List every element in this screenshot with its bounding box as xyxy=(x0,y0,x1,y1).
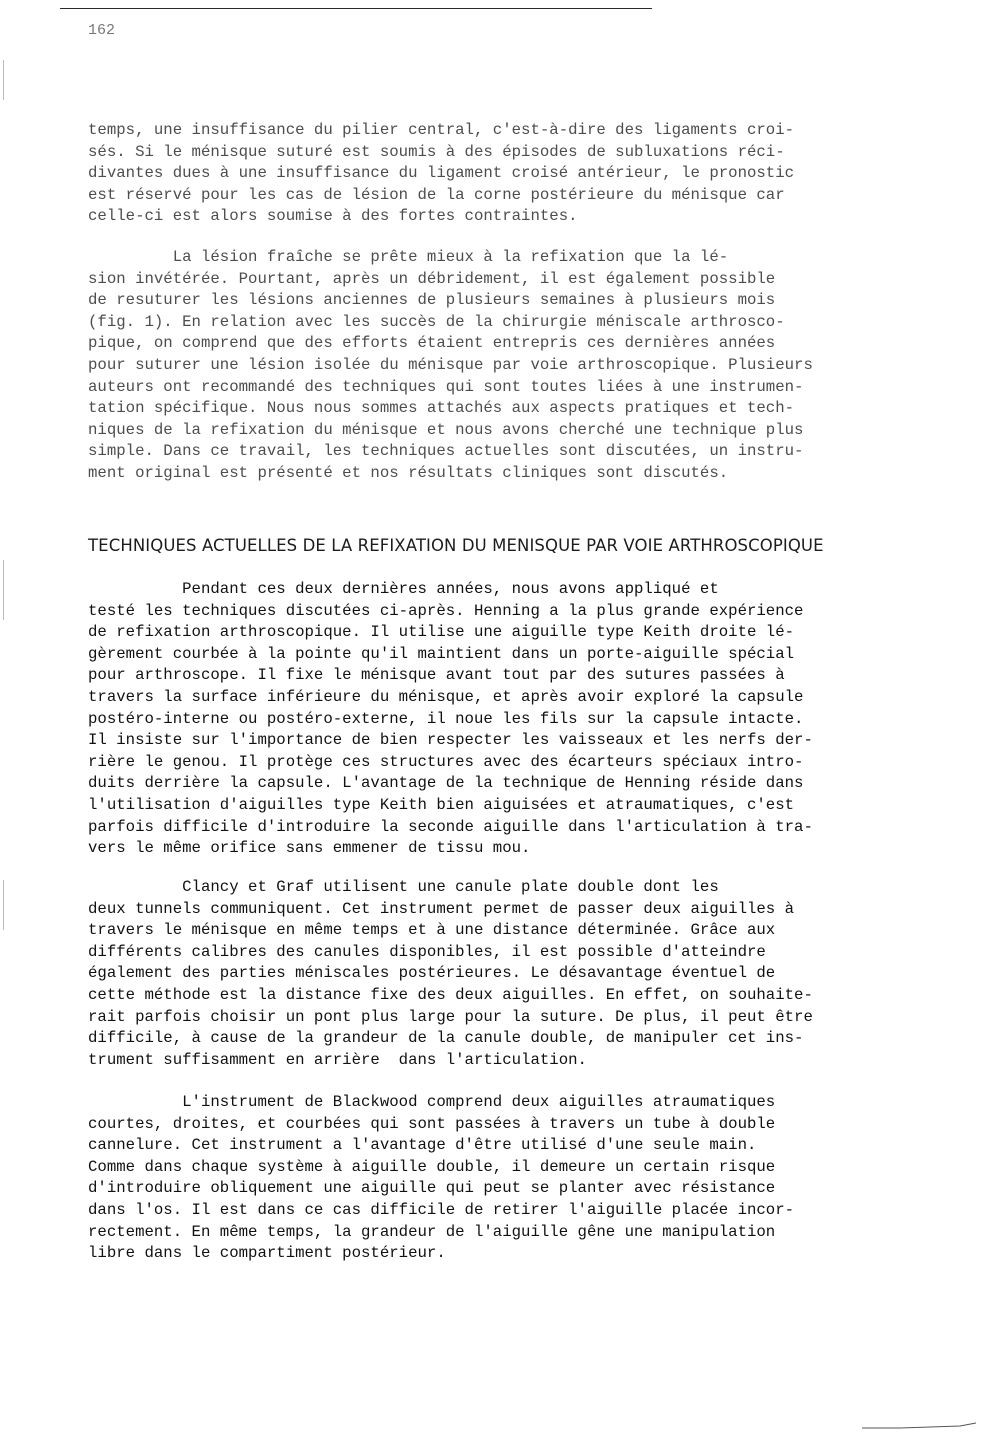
text-line: auteurs ont recommandé des techniques qui sont toutes liées à une instrumen- xyxy=(88,377,804,396)
text-line: divantes dues à une insuffisance du ligament croisé antérieur, le pronostic xyxy=(88,164,795,183)
text-line: cette méthode est la distance fixe des deux aiguilles. En effet, on souhaite- xyxy=(88,985,813,1004)
paragraph xyxy=(88,579,813,860)
text-line: ment original est présenté et nos résultats cliniques sont discutés. xyxy=(88,463,729,482)
text-line: est réservé pour les cas de lésion de la corne postérieure du ménisque car xyxy=(88,185,785,204)
text-line: deux tunnels communiquent. Cet instrument permet de passer deux aiguilles à xyxy=(88,899,795,918)
text-line: postéro-interne ou postéro-externe, il noue les fils sur la capsule intacte. xyxy=(88,709,804,728)
text-line: de refixation arthroscopique. Il utilise une aiguille type Keith droite lé- xyxy=(88,623,795,642)
top-rule xyxy=(60,8,652,9)
text-line: simple. Dans ce travail, les techniques actuelles sont discutées, un instru- xyxy=(88,442,804,461)
paragraph xyxy=(88,247,813,485)
text-line: Pendant ces deux dernières années, nous avons appliqué et xyxy=(88,580,719,598)
text-line: niques de la refixation du ménisque et nous avons cherché une technique plus xyxy=(88,420,804,439)
page-number: 162 xyxy=(88,22,116,39)
text-line: dans l'os. Il est dans ce cas difficile de retirer l'aiguille placée incor- xyxy=(88,1200,795,1219)
text-line: travers le ménisque en même temps et à une distance déterminée. Grâce aux xyxy=(88,921,776,940)
text-line: Clancy et Graf utilisent une canule plate double dont les xyxy=(88,878,719,896)
text-line: difficile, à cause de la grandeur de la canule double, de manipuler cet ins- xyxy=(88,1029,804,1048)
text-line: libre dans le compartiment postérieur. xyxy=(88,1244,446,1263)
text-line: pour arthroscope. Il fixe le ménisque avant tout par des sutures passées à xyxy=(88,666,785,685)
text-line: travers la surface inférieure du ménisque, et après avoir exploré la capsule xyxy=(88,687,804,706)
paragraph xyxy=(88,120,794,228)
text-line: trument suffisamment en arrière dans l'articulation. xyxy=(88,1050,587,1069)
text-line: testé les techniques discutées ci-après. Henning a la plus grande expérience xyxy=(88,601,804,620)
text-line: gèrement courbée à la pointe qu'il maintient dans un porte-aiguille spécial xyxy=(88,644,795,663)
page-edge-mark xyxy=(3,60,4,100)
text-line: également des parties méniscales postérieures. Le désavantage éventuel de xyxy=(88,964,776,983)
page-edge-mark xyxy=(3,880,4,930)
paragraph xyxy=(88,1092,794,1265)
text-line: Il insiste sur l'importance de bien respecter les vaisseaux et les nerfs der- xyxy=(88,731,813,750)
text-line: duits derrière la capsule. L'avantage de la technique de Henning réside dans xyxy=(88,774,804,793)
text-line: cannelure. Cet instrument a l'avantage d'être utilisé d'une seule main. xyxy=(88,1136,757,1155)
section-heading: TECHNIQUES ACTUELLES DE LA REFIXATION DU MENISQUE PAR VOIE ARTHROSCOPIQUE xyxy=(88,536,824,555)
text-line: tation spécifique. Nous nous sommes attachés aux aspects pratiques et tech- xyxy=(88,399,795,418)
text-line: de resuturer les lésions anciennes de plusieurs semaines à plusieurs mois xyxy=(88,291,776,310)
text-line: temps, une insuffisance du pilier central, c'est-à-dire des ligaments croi- xyxy=(88,121,795,139)
text-line: celle-ci est alors soumise à des fortes contraintes. xyxy=(88,207,578,226)
text-line: d'introduire obliquement une aiguille qui peut se planter avec résistance xyxy=(88,1179,776,1198)
text-line: sés. Si le ménisque suturé est soumis à des épisodes de subluxations réci- xyxy=(88,142,785,161)
text-line: différents calibres des canules disponibles, il est possible d'atteindre xyxy=(88,942,766,961)
text-line: l'utilisation d'aiguilles type Keith bien aiguisées et atraumatiques, c'est xyxy=(88,795,795,814)
text-line: pique, on comprend que des efforts étaient entrepris ces dernières années xyxy=(88,334,776,353)
text-line: La lésion fraîche se prête mieux à la refixation que la lé- xyxy=(88,248,729,266)
text-line: (fig. 1). En relation avec les succès de la chirurgie méniscale arthrosco- xyxy=(88,312,785,331)
text-line: courtes, droites, et courbées qui sont passées à travers un tube à double xyxy=(88,1114,776,1133)
ink-mark xyxy=(860,1421,980,1431)
text-line: vers le même orifice sans emmener de tissu mou. xyxy=(88,839,531,858)
text-line: rière le genou. Il protège ces structures avec des écarteurs spéciaux intro- xyxy=(88,752,804,771)
text-line: rectement. En même temps, la grandeur de l'aiguille gêne une manipulation xyxy=(88,1222,776,1241)
text-line: parfois difficile d'introduire la seconde aiguille dans l'articulation à tra- xyxy=(88,817,813,836)
text-line: pour suturer une lésion isolée du ménisque par voie arthroscopique. Plusieurs xyxy=(88,355,813,374)
text-line: L'instrument de Blackwood comprend deux aiguilles atraumatiques xyxy=(88,1093,776,1111)
text-line: Comme dans chaque système à aiguille double, il demeure un certain risque xyxy=(88,1157,776,1176)
text-line: sion invétérée. Pourtant, après un débridement, il est également possible xyxy=(88,269,776,288)
text-line: rait parfois choisir un pont plus large pour la suture. De plus, il peut être xyxy=(88,1007,813,1026)
paragraph xyxy=(88,877,813,1071)
page-edge-mark xyxy=(3,560,4,620)
